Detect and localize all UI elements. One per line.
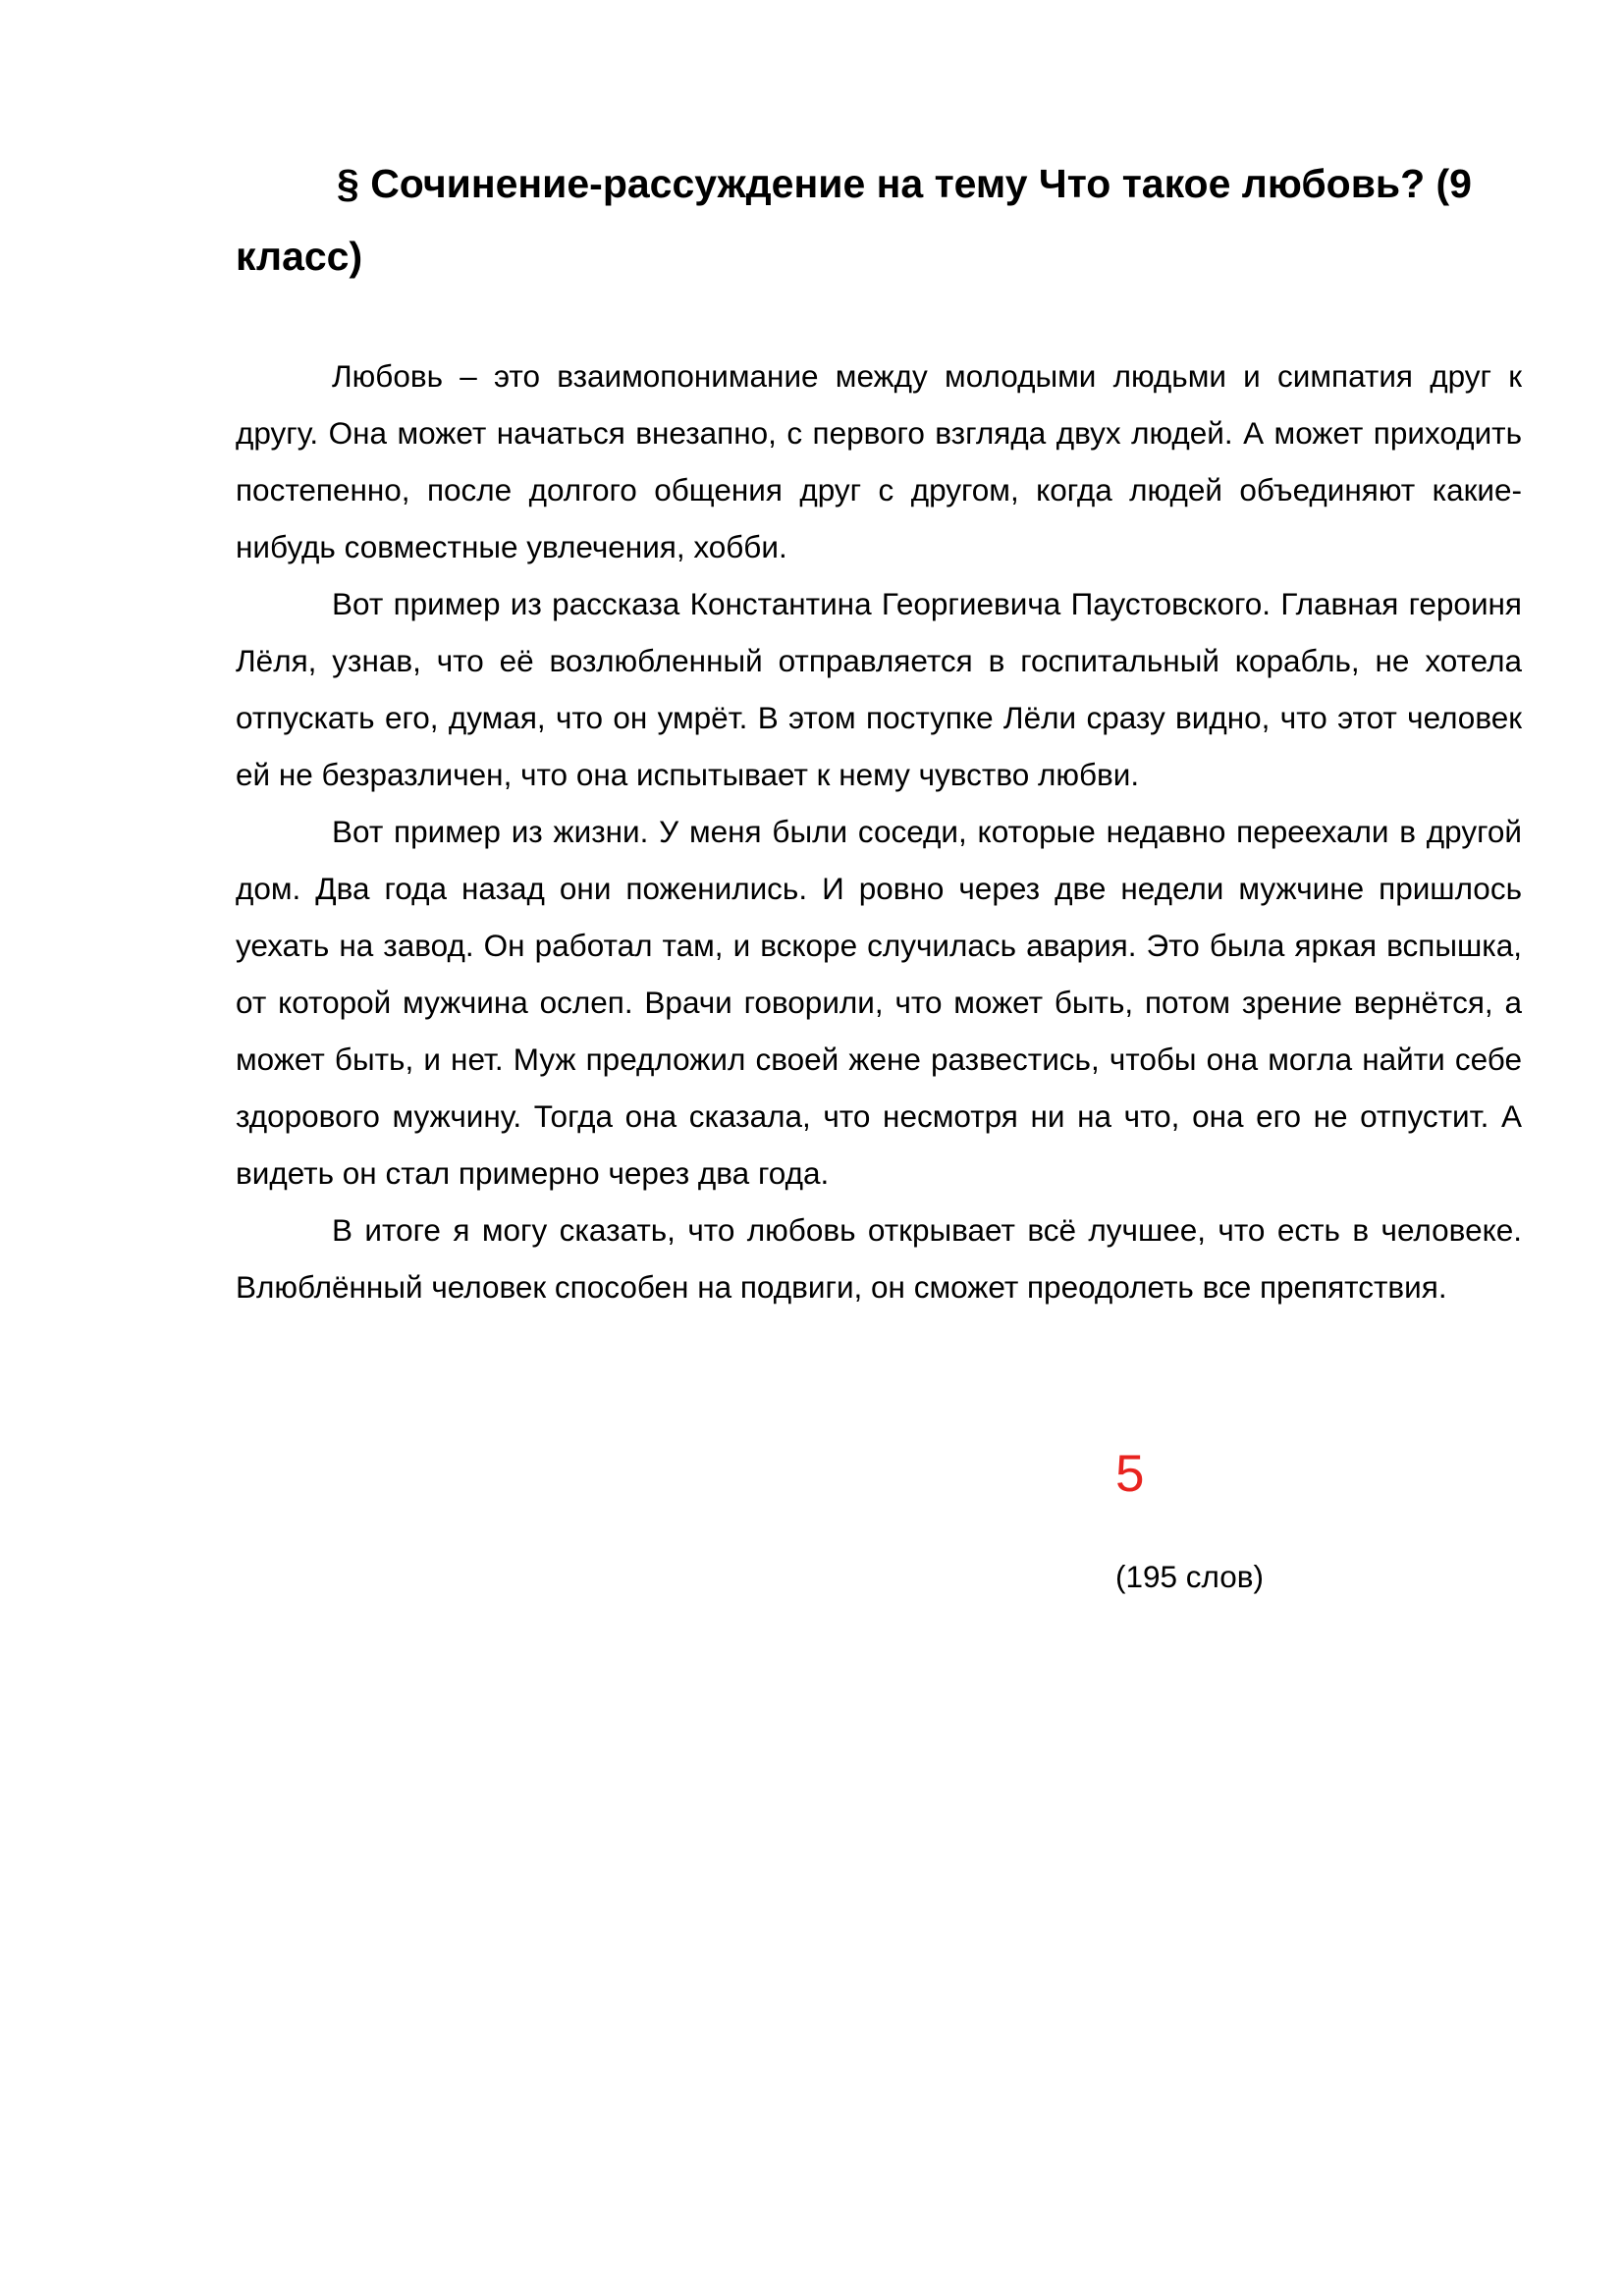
paragraph: Любовь – это взаимопонимание между молодыми людьми и симпатия друг к другу. Она может начаться внезапно, с первого взгляда двух людей. А может приходить постепенно, после долгого общения друг с другом, когда людей объединяют какие-нибудь совместные увлечения, хобби. bbox=[236, 358, 1522, 564]
essay-body bbox=[236, 347, 1522, 1315]
grade-mark: 5 bbox=[1115, 1445, 1145, 1503]
paragraph: Вот пример из жизни. У меня были соседи, которые недавно переехали в другой дом. Два года назад они поженились. И ровно через две недели мужчине пришлось уехать на завод. Он работал там, и вскоре случилась авария. Это была яркая вспышка, от которой мужчина ослеп. Врачи говорили, что может быть, потом зрение вернётся, а может быть, и нет. Муж предложил своей жене развестись, чтобы она могла найти себе здорового мужчину. Тогда она сказала, что несмотря ни на что, она его не отпустит. А видеть он стал примерно через два года. bbox=[236, 814, 1522, 1191]
word-count: (195 слов) bbox=[1115, 1559, 1265, 1594]
document-title: § Сочинение-рассуждение на тему Что такое любовь? (9 класс) bbox=[236, 161, 1472, 279]
document-page bbox=[236, 147, 1522, 1315]
paragraph: Вот пример из рассказа Константина Георгиевича Паустовского. Главная героиня Лёля, узнав, что её возлюбленный отправляется в госпитальный корабль, не хотела отпускать его, думая, что он умрёт. В этом поступке Лёли сразу видно, что этот человек ей не безразличен, что она испытывает к нему чувство любви. bbox=[236, 586, 1522, 792]
paragraph: В итоге я могу сказать, что любовь открывает всё лучшее, что есть в человеке. Влюблённый человек способен на подвиги, он сможет преодолеть все препятствия. bbox=[236, 1212, 1522, 1305]
